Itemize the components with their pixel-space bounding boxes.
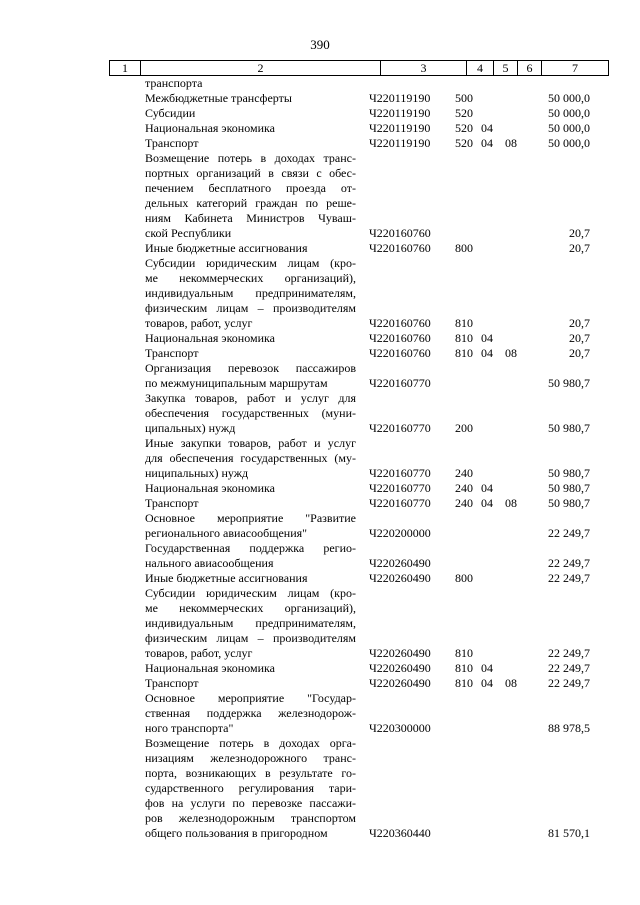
- expense-name: [145, 391, 356, 436]
- expense-name-line: индивидуальным предпринимателям,: [145, 286, 356, 300]
- table-row: [0, 691, 640, 736]
- table-row: [0, 676, 640, 691]
- expense-name: [145, 91, 356, 106]
- expense-type-code: 810: [455, 331, 473, 345]
- expense-type-code: 800: [455, 571, 473, 585]
- expense-name-line: Национальная экономика: [145, 661, 275, 675]
- subsection-code: 08: [505, 136, 517, 150]
- expense-name-line: Организация перевозок пассажиров: [145, 361, 356, 375]
- expense-name-line: Возмещение потерь в доходах орга-: [145, 736, 356, 750]
- table-row: [0, 391, 640, 436]
- expense-type-code: 800: [455, 241, 473, 255]
- table-row: [0, 241, 640, 256]
- expense-name-line: ров железнодорожным транспортом: [145, 811, 356, 825]
- subsection-code: 08: [505, 496, 517, 510]
- expense-name: [145, 496, 356, 511]
- target-article-code: Ч220260490: [369, 676, 431, 690]
- subsection-code: 08: [505, 346, 517, 360]
- expense-name: [145, 511, 356, 541]
- expense-name-line: для обеспечения государственных (му-: [145, 451, 356, 465]
- amount: 22 249,7: [548, 571, 590, 585]
- expense-name-line: ственная поддержка железнодорож-: [145, 706, 356, 720]
- expense-name-line: ме некоммерческих организаций),: [145, 601, 356, 615]
- column-number-6: 6: [518, 61, 542, 76]
- expense-type-code: 520: [455, 106, 473, 120]
- amount: 50 000,0: [548, 91, 590, 105]
- expense-name-line: Иные бюджетные ассигнования: [145, 571, 308, 585]
- table-row: [0, 436, 640, 481]
- amount: 50 980,7: [548, 421, 590, 435]
- target-article-code: Ч220200000: [369, 526, 431, 540]
- expense-name-line: Транспорт: [145, 676, 199, 690]
- expense-name: [145, 361, 356, 391]
- expense-type-code: 810: [455, 316, 473, 330]
- expense-name-line: обеспечения государственных (муни-: [145, 406, 356, 420]
- expense-type-code: 810: [455, 646, 473, 660]
- expense-type-code: 520: [455, 136, 473, 150]
- expense-name-line: фов на услуги по перевозке пассажи-: [145, 796, 356, 810]
- column-number-1: 1: [110, 61, 141, 76]
- expense-name-line: ниципальных) нужд: [145, 466, 249, 480]
- expense-name-line: Субсидии юридическим лицам (кро-: [145, 586, 356, 600]
- table-row: [0, 76, 640, 91]
- expense-name: [145, 136, 356, 151]
- target-article-code: Ч220160760: [369, 226, 431, 240]
- table-row: [0, 496, 640, 511]
- expense-type-code: 810: [455, 676, 473, 690]
- amount: 50 000,0: [548, 136, 590, 150]
- expense-name: [145, 661, 356, 676]
- column-number-3: 3: [381, 61, 467, 76]
- expense-name-line: индивидуальным предпринимателям,: [145, 616, 356, 630]
- column-header-row: [109, 60, 609, 76]
- expense-name: [145, 331, 356, 346]
- expense-name: [145, 121, 356, 136]
- amount: 20,7: [569, 331, 590, 345]
- expense-name-line: порта, возникающих в результате го-: [145, 766, 356, 780]
- expense-name: [145, 541, 356, 571]
- page-number: 390: [310, 37, 330, 52]
- amount: 22 249,7: [548, 556, 590, 570]
- target-article-code: Ч220360440: [369, 826, 431, 840]
- expense-name-line: Субсидии: [145, 106, 196, 120]
- expense-name-line: Государственная поддержка регио-: [145, 541, 356, 555]
- expense-type-code: 200: [455, 421, 473, 435]
- expense-name-line: Межбюджетные трансферты: [145, 91, 292, 105]
- expense-name: [145, 346, 356, 361]
- amount: 81 570,1: [548, 826, 590, 840]
- amount: 22 249,7: [548, 646, 590, 660]
- table-row: [0, 661, 640, 676]
- expense-name-line: Транспорт: [145, 136, 199, 150]
- target-article-code: Ч220119190: [369, 121, 431, 135]
- expense-name-line: печением бесплатного проезда от-: [145, 181, 356, 195]
- expense-name: [145, 736, 356, 841]
- expense-name-line: Транспорт: [145, 346, 199, 360]
- amount: 50 000,0: [548, 106, 590, 120]
- amount: 20,7: [569, 316, 590, 330]
- expense-name-line: ципальных) нужд: [145, 421, 236, 435]
- expense-name: [145, 436, 356, 481]
- amount: 88 978,5: [548, 721, 590, 735]
- section-code: 04: [481, 346, 493, 360]
- expense-name-line: ниям Кабинета Министров Чуваш-: [145, 211, 356, 225]
- target-article-code: Ч220300000: [369, 721, 431, 735]
- expense-name-line: физическим лицам – производителям: [145, 631, 356, 645]
- expense-name-line: регионального авиасообщения": [145, 526, 308, 540]
- expense-name-line: товаров, работ, услуг: [145, 316, 253, 330]
- expense-name-line: ного транспорта": [145, 721, 234, 735]
- expense-name-line: товаров, работ, услуг: [145, 646, 253, 660]
- target-article-code: Ч220119190: [369, 91, 431, 105]
- section-code: 04: [481, 676, 493, 690]
- expense-name-line: нального авиасообщения: [145, 556, 274, 570]
- target-article-code: Ч220260490: [369, 646, 431, 660]
- column-number-2: 2: [141, 61, 381, 76]
- column-number-4: 4: [467, 61, 494, 76]
- expense-name-line: сударственного регулирования тари-: [145, 781, 356, 795]
- table-row: [0, 541, 640, 571]
- expense-name-line: Национальная экономика: [145, 481, 275, 495]
- target-article-code: Ч220160760: [369, 241, 431, 255]
- expense-name-line: Основное мероприятие "Государ-: [145, 691, 356, 705]
- amount: 22 249,7: [548, 526, 590, 540]
- section-code: 04: [481, 481, 493, 495]
- expense-name-line: Возмещение потерь в доходах транс-: [145, 151, 356, 165]
- expense-name: [145, 106, 356, 121]
- expense-name-line: по межмуниципальным маршрутам: [145, 376, 328, 390]
- amount: 22 249,7: [548, 676, 590, 690]
- table-row: [0, 121, 640, 136]
- table-row: [0, 151, 640, 241]
- expense-name-line: Иные бюджетные ассигнования: [145, 241, 308, 255]
- target-article-code: Ч220119190: [369, 136, 431, 150]
- expense-name: [145, 586, 356, 661]
- expense-name-line: Основное мероприятие "Развитие: [145, 511, 356, 525]
- section-code: 04: [481, 496, 493, 510]
- target-article-code: Ч220260490: [369, 556, 431, 570]
- expense-type-code: 240: [455, 481, 473, 495]
- expense-type-code: 520: [455, 121, 473, 135]
- amount: 22 249,7: [548, 661, 590, 675]
- expense-name-line: низациям железнодорожного транс-: [145, 751, 356, 765]
- table-row: [0, 586, 640, 661]
- expense-type-code: 810: [455, 661, 473, 675]
- table-row: [0, 481, 640, 496]
- expense-name: [145, 151, 356, 241]
- subsection-code: 08: [505, 676, 517, 690]
- target-article-code: Ч220160760: [369, 346, 431, 360]
- expense-name: [145, 76, 356, 91]
- expense-name-line: Национальная экономика: [145, 121, 275, 135]
- section-code: 04: [481, 331, 493, 345]
- table-row: [0, 511, 640, 541]
- table-row: [0, 571, 640, 586]
- table-row: [0, 346, 640, 361]
- target-article-code: Ч220160770: [369, 496, 431, 510]
- table-row: [0, 256, 640, 331]
- expense-name-line: Транспорт: [145, 496, 199, 510]
- section-code: 04: [481, 136, 493, 150]
- expense-name: [145, 691, 356, 736]
- target-article-code: Ч220119190: [369, 106, 431, 120]
- expense-name: [145, 571, 356, 586]
- table-row: [0, 106, 640, 121]
- amount: 50 980,7: [548, 496, 590, 510]
- expense-type-code: 240: [455, 466, 473, 480]
- target-article-code: Ч220160770: [369, 421, 431, 435]
- expense-name-line: Закупка товаров, работ и услуг для: [145, 391, 356, 405]
- table-row: [0, 736, 640, 841]
- table-row: [0, 361, 640, 391]
- amount: 50 980,7: [548, 481, 590, 495]
- column-number-5: 5: [494, 61, 518, 76]
- target-article-code: Ч220260490: [369, 571, 431, 585]
- expense-name-line: транспорта: [145, 76, 203, 90]
- target-article-code: Ч220160760: [369, 316, 431, 330]
- column-number-7: 7: [542, 61, 609, 76]
- expense-name-line: портных организаций в связи с обес-: [145, 166, 356, 180]
- amount: 50 000,0: [548, 121, 590, 135]
- expense-name-line: дельных категорий граждан по реше-: [145, 196, 356, 210]
- table-row: [0, 331, 640, 346]
- expense-name-line: Иные закупки товаров, работ и услуг: [145, 436, 356, 450]
- target-article-code: Ч220160760: [369, 331, 431, 345]
- section-code: 04: [481, 661, 493, 675]
- section-code: 04: [481, 121, 493, 135]
- budget-table-body: [0, 76, 640, 841]
- target-article-code: Ч220260490: [369, 661, 431, 675]
- expense-name: [145, 481, 356, 496]
- expense-name-line: ской Республики: [145, 226, 232, 240]
- amount: 20,7: [569, 346, 590, 360]
- expense-name-line: Субсидии юридическим лицам (кро-: [145, 256, 356, 270]
- expense-name-line: Национальная экономика: [145, 331, 275, 345]
- amount: 20,7: [569, 226, 590, 240]
- table-row: [0, 136, 640, 151]
- expense-type-code: 240: [455, 496, 473, 510]
- target-article-code: Ч220160770: [369, 481, 431, 495]
- expense-name-line: физическим лицам – производителям: [145, 301, 356, 315]
- expense-name: [145, 241, 356, 256]
- expense-name: [145, 256, 356, 331]
- expense-name-line: ме некоммерческих организаций),: [145, 271, 356, 285]
- expense-name: [145, 676, 356, 691]
- expense-name-line: общего пользования в пригородном: [145, 826, 328, 840]
- expense-type-code: 810: [455, 346, 473, 360]
- table-row: [0, 91, 640, 106]
- expense-type-code: 500: [455, 91, 473, 105]
- target-article-code: Ч220160770: [369, 376, 431, 390]
- target-article-code: Ч220160770: [369, 466, 431, 480]
- amount: 50 980,7: [548, 466, 590, 480]
- amount: 20,7: [569, 241, 590, 255]
- amount: 50 980,7: [548, 376, 590, 390]
